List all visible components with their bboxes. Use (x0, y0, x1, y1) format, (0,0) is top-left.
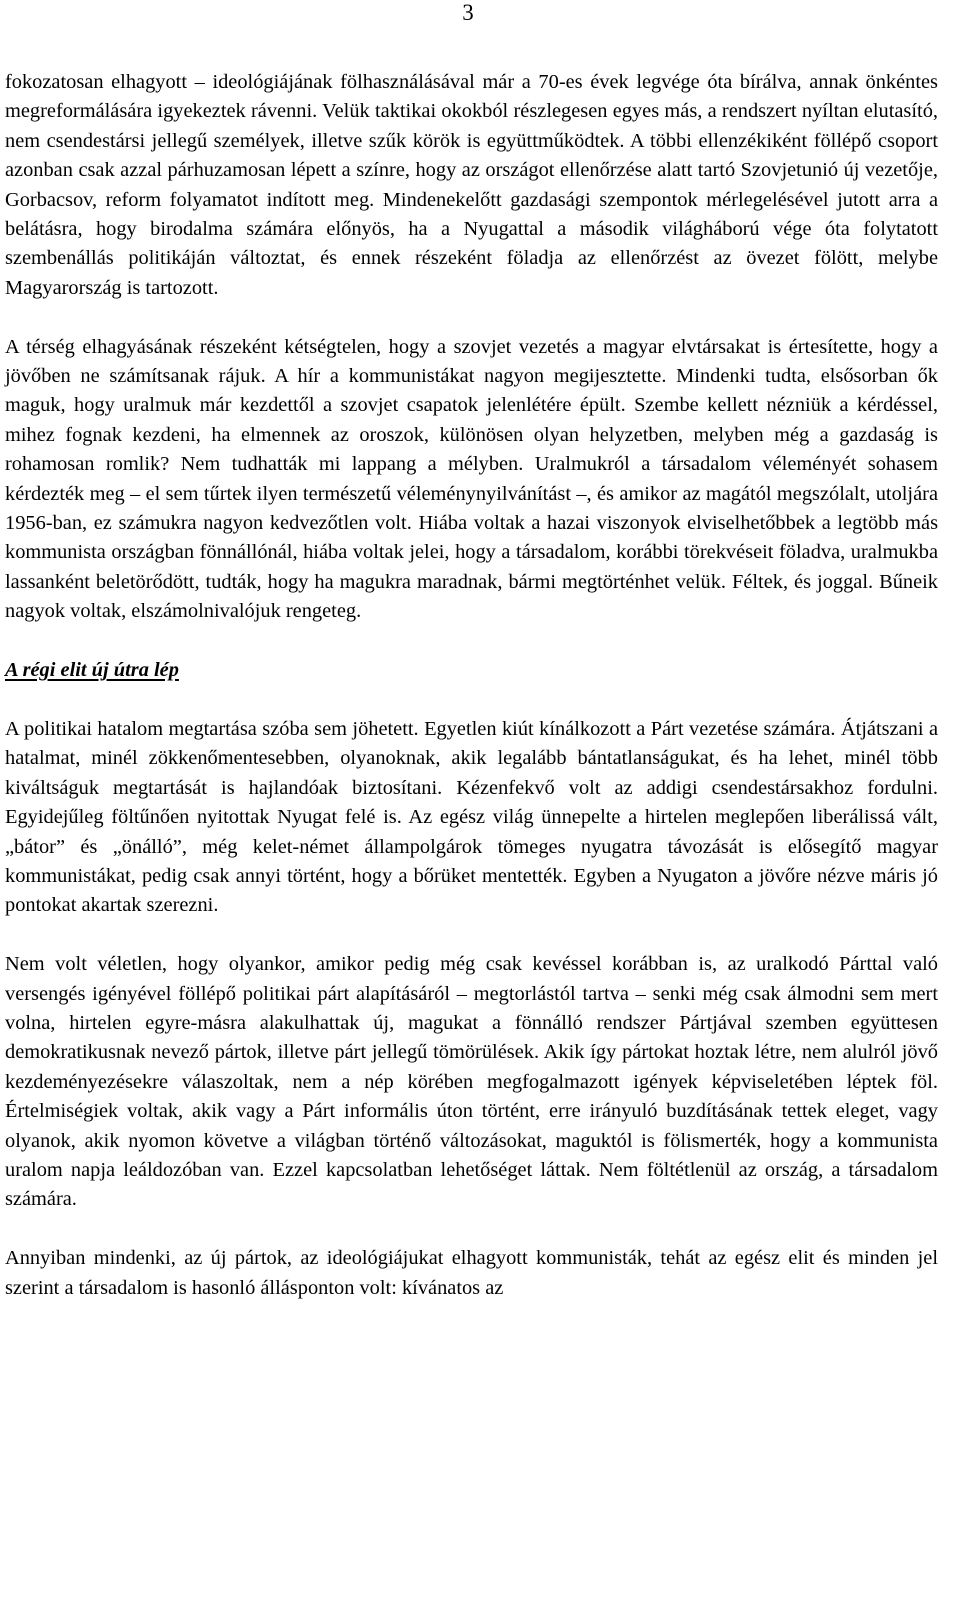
page-number: 3 (462, 0, 474, 25)
section-heading: A régi elit új útra lép (5, 659, 179, 682)
paragraph-spacer (5, 686, 938, 715)
paragraph-4: Nem volt véletlen, hogy olyankor, amikor pedig még csak kevéssel korábban is, az uralkodó Párttal való versengés igényével föllépő politikai párt alapításáról – megtorlástól tartva – senki még csak álmodni sem mert volna, hirtelen egyre-másra alakulhattak új, magukat a fönnálló rendszer Pártjával szemben együttesen demokratikusnak nevező pártok, illetve párt jellegű tömörülések. Akik így pártokat hoztak létre, nem alulról jövő kezdeményezésekre válaszoltak, nem a nép körében megfogalmazott igények képviseletében léptek föl. Értelmiségiek voltak, akik vagy a Párt informális úton történt, erre irányuló buzdításának tettek eleget, vagy olyanok, akik nyomon követve a világban történő változásokat, maguktól is fölismerték, hogy a kommunista uralom napja leáldozóban van. Ezzel kapcsolatban lehetőséget láttak. Nem föltétlenül az ország, a társadalom számára. (5, 953, 938, 1211)
paragraph-spacer (5, 1215, 938, 1244)
paragraph-3: A politikai hatalom megtartása szóba sem jöhetett. Egyetlen kiút kínálkozott a Párt vezetése számára. Átjátszani a hatalmat, minél zökkenőmentesebben, olyanoknak, akik legalább bántatlanságukat, és ha lehet, minél több kiváltságuk megtartását is hajlandóak biztosítani. Kézenfekvő volt az addigi csendestársakhoz fordulni. Egyidejűleg föltűnően nyitottak Nyugat felé is. Az egész világ ünnepelte a hirtelen meglepően liberálissá vált, „bátor” és „önálló”, még kelet-német állampolgárok tömeges nyugatra távozását is elősegítő magyar kommunistákat, pedig csak annyi történt, hogy a bőrüket mentették. Egyben a Nyugaton a jövőre nézve máris jó pontokat akartak szerezni. (5, 717, 938, 917)
paragraph-5: Annyiban mindenki, az új pártok, az ideológiájukat elhagyott kommunisták, tehát az egész elit és minden jel szerint a társadalom is hasonló állásponton volt: kívánatos az (5, 1247, 938, 1299)
paragraph-1: fokozatosan elhagyott – ideológiájának fölhasználásával már a 70-es évek legvége óta bírálva, annak önkéntes megreformálására igyekeztek rávenni. Velük taktikai okokból részlegesen egyes más, a rendszert nyíltan elutasító, nem csendestársi jellegű személyek, illetve szűk körök is együttműködtek. A többi ellenzékiként föllépő csoport azonban csak azzal párhuzamosan lépett a színre, hogy az országot ellenőrzése alatt tartó Szovjetunió új vezetője, Gorbacsov, reform folyamatot indított meg. Mindenekelőtt gazdasági szempontok mérlegelésével jutott arra a belátásra, hogy birodalma számára előnyös, ha a Nyugattal a második világháború vége óta folytatott szembenállás politikáján változtat, és ennek részeként föladja az ellenőrzést az övezet fölött, melybe Magyarország is tartozott. (5, 71, 938, 299)
paragraph-2: A térség elhagyásának részeként kétségtelen, hogy a szovjet vezetés a magyar elvtársakat is értesítette, hogy a jövőben ne számítsanak rájuk. A hír a kommunistákat nagyon megijesztette. Mindenki tudta, elsősorban ők maguk, hogy uralmuk már kezdettől a szovjet csapatok jelenlétére épült. Szembe kellett nézniük a kérdéssel, mihez fognak kezdeni, ha elmennek az oroszok, különösen olyan helyzetben, melyben még a gazdaság is rohamosan romlik? Nem tudhatták mi lappang a mélyben. Uralmukról a társadalom véleményét sohasem kérdezték meg – el sem tűrtek ilyen természetű véleménynyilvánítást –, és amikor az magától megszólalt, utoljára 1956-ban, ez számukra nagyon kedvezőtlen volt. Hiába voltak a hazai viszonyok elviselhetőbbek a legtöbb más kommunista országban fönnállónál, hiába voltak jelei, hogy a társadalom, korábbi törekvéseit föladva, uralmukba lassanként beletörődött, tudták, hogy ha magukra maradnak, bármi megtörténhet velük. Féltek, és joggal. Bűneik nagyok voltak, elszámolnivalójuk rengeteg. (5, 335, 938, 623)
paragraph-spacer (5, 921, 938, 950)
paragraph-spacer (5, 303, 938, 332)
paragraph-spacer (5, 627, 938, 656)
document-body (5, 68, 938, 1303)
